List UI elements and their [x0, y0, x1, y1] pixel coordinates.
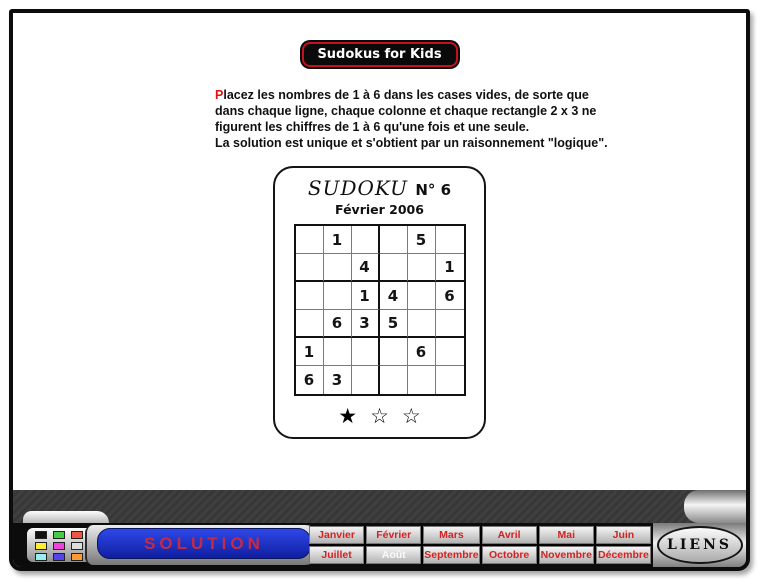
shelf-curve-decoration [23, 511, 109, 523]
sudoku-cell[interactable] [380, 338, 408, 366]
drop-cap: P [215, 88, 224, 102]
palette-swatch[interactable] [71, 531, 83, 539]
palette-swatch[interactable] [53, 553, 65, 561]
sudoku-cell[interactable] [296, 254, 324, 282]
sudoku-cell[interactable] [380, 366, 408, 394]
star-empty-icon: ☆ [401, 404, 421, 428]
sudoku-cell[interactable]: 1 [436, 254, 464, 282]
sudoku-cell[interactable] [296, 310, 324, 338]
puzzle-date: Février 2006 [335, 202, 424, 217]
month-button-octobre[interactable]: Octobre [482, 546, 537, 564]
month-button-septembre[interactable]: Septembre [423, 546, 479, 564]
puzzle-card [273, 166, 486, 439]
sudoku-cell[interactable]: 5 [380, 310, 408, 338]
month-button-novembre[interactable]: Novembre [539, 546, 594, 564]
sudoku-grid [294, 224, 466, 396]
palette-swatch[interactable] [35, 553, 47, 561]
sudoku-cell[interactable]: 1 [296, 338, 324, 366]
site-title-button[interactable] [302, 42, 458, 67]
month-button-mars[interactable]: Mars [423, 526, 479, 544]
instructions-line-1: Placez les nombres de 1 à 6 dans les cases vides, de sorte que [215, 88, 589, 102]
sudoku-cell[interactable]: 4 [380, 282, 408, 310]
sudoku-cell[interactable] [324, 338, 352, 366]
palette-swatch[interactable] [71, 542, 83, 550]
sudoku-cell[interactable] [352, 338, 380, 366]
sudoku-cell[interactable] [352, 366, 380, 394]
sudoku-cell[interactable] [324, 254, 352, 282]
sudoku-cell[interactable]: 3 [324, 366, 352, 394]
star-empty-icon: ☆ [370, 404, 389, 428]
difficulty-stars [275, 404, 484, 428]
star-filled-icon: ★ [338, 404, 358, 428]
month-button-fevrier[interactable]: Février [366, 526, 421, 544]
toolbar [13, 523, 746, 567]
month-button-aout[interactable]: Août [366, 546, 421, 564]
puzzle-number: N° 6 [415, 181, 452, 199]
puzzle-title: SUDOKU N° 6 [307, 176, 452, 200]
palette-swatch[interactable] [53, 542, 65, 550]
sudoku-cell[interactable] [436, 366, 464, 394]
sudoku-cell[interactable] [436, 226, 464, 254]
month-button-janvier[interactable]: Janvier [309, 526, 364, 544]
month-nav [309, 526, 651, 564]
sudoku-cell[interactable]: 3 [352, 310, 380, 338]
corner-tab-decoration [684, 490, 746, 523]
sudoku-cell[interactable] [436, 310, 464, 338]
instructions-text [215, 87, 746, 151]
instructions-line-3: figurent les chiffres de 1 à 6 qu'une fois et une seule. [215, 120, 530, 134]
instructions-line-4: La solution est unique et s'obtient par un raisonnement "logique". [215, 136, 608, 150]
page-frame [9, 9, 750, 571]
month-button-juillet[interactable]: Juillet [309, 546, 364, 564]
sudoku-cell[interactable] [380, 226, 408, 254]
palette-swatch[interactable] [53, 531, 65, 539]
sudoku-cell[interactable]: 4 [352, 254, 380, 282]
footer-shelf [13, 490, 746, 523]
sudoku-cell[interactable] [436, 338, 464, 366]
palette-swatch[interactable] [35, 542, 47, 550]
sudoku-cell[interactable] [324, 282, 352, 310]
sudoku-cell[interactable] [408, 366, 436, 394]
month-button-decembre[interactable]: Décembre [596, 546, 651, 564]
sudoku-cell[interactable] [352, 226, 380, 254]
palette-swatch[interactable] [35, 531, 47, 539]
sudoku-cell[interactable]: 6 [408, 338, 436, 366]
sudoku-cell[interactable] [408, 254, 436, 282]
sudoku-cell[interactable] [408, 310, 436, 338]
month-button-mai[interactable]: Mai [539, 526, 594, 544]
site-title-label: Sudokus for Kids [317, 47, 442, 62]
sudoku-cell[interactable] [296, 282, 324, 310]
liens-zone [653, 523, 746, 567]
sudoku-cell[interactable] [296, 226, 324, 254]
sudoku-cell[interactable]: 6 [296, 366, 324, 394]
sudoku-cell[interactable]: 1 [352, 282, 380, 310]
sudoku-cell[interactable]: 1 [324, 226, 352, 254]
sudoku-cell[interactable]: 6 [324, 310, 352, 338]
sudoku-cell[interactable] [380, 254, 408, 282]
content-area [13, 13, 746, 490]
month-button-juin[interactable]: Juin [596, 526, 651, 544]
month-button-avril[interactable]: Avril [482, 526, 537, 544]
sudoku-cell[interactable] [408, 282, 436, 310]
instructions-line-2: dans chaque ligne, chaque colonne et chaque rectangle 2 x 3 ne [215, 104, 597, 118]
sudoku-cell[interactable]: 5 [408, 226, 436, 254]
sudoku-cell[interactable]: 6 [436, 282, 464, 310]
solution-frame [85, 525, 323, 565]
solution-button[interactable]: SOLUTION [97, 528, 311, 559]
liens-button[interactable]: LIENS [657, 526, 743, 564]
palette-swatch[interactable] [71, 553, 83, 561]
